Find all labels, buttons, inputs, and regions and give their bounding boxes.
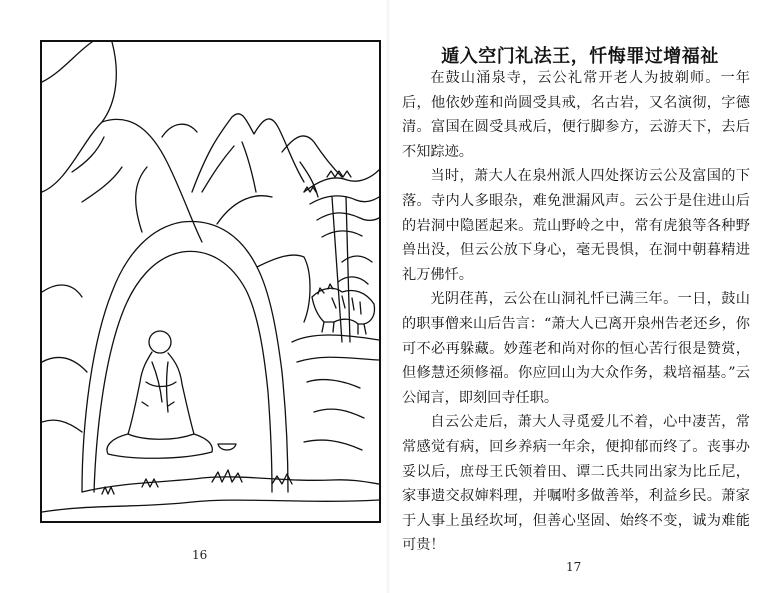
paragraph-1: 在鼓山涌泉寺，云公礼常开老人为披剃师。一年后，他依妙莲和尚圆受具戒，名古岩，又名演彻，字德清。富国在圆受具戒后，便行脚参方，云游天下，去后不知踪迹。 xyxy=(402,70,750,160)
right-page xyxy=(390,0,770,593)
chapter-title: 遁入空门礼法王，忏悔罪过增福祉 xyxy=(441,46,719,67)
monk-in-cave-illustration xyxy=(40,40,381,523)
paragraph-3: 光阴荏苒，云公在山洞礼忏已满三年。一日，鼓山的职事僧来山后告言：“萧大人已离开泉州告老还乡，你可不必再躲藏。妙莲老和尚对你的恒心苦行很是赞赏，但修慧还须修福。你应回山为大众作务，栽培福基。”云公闻言，即刻回寺任职。 xyxy=(402,291,750,406)
page-number-right: 17 xyxy=(566,560,582,574)
paragraph-2: 当时，萧大人在泉州派人四处探访云公及富国的下落。寺内人多眼杂，难免泄漏风声。云公于是住进山后的岩洞中隐匿起来。荒山野岭之中，常有虎狼等各种野兽出没，但云公放下身心，毫无畏惧，在洞中朝暮精进礼万佛忏。 xyxy=(402,168,750,283)
page-number-left: 16 xyxy=(192,548,208,562)
body-text xyxy=(402,66,750,558)
paragraph-4: 自云公走后，萧大人寻觅爱儿不着，心中凄苦，常常感觉有病，回乡养病一年余，便抑郁而终了。丧事办妥以后，庶母王氏领着田、谭二氏共同出家为比丘尼，家事遗交叔婶料理，并嘱咐多做善举，利益乡民。萧家于人事上虽经坎坷，但善心坚固、始终不变，诚为难能可贵！ xyxy=(402,414,750,554)
